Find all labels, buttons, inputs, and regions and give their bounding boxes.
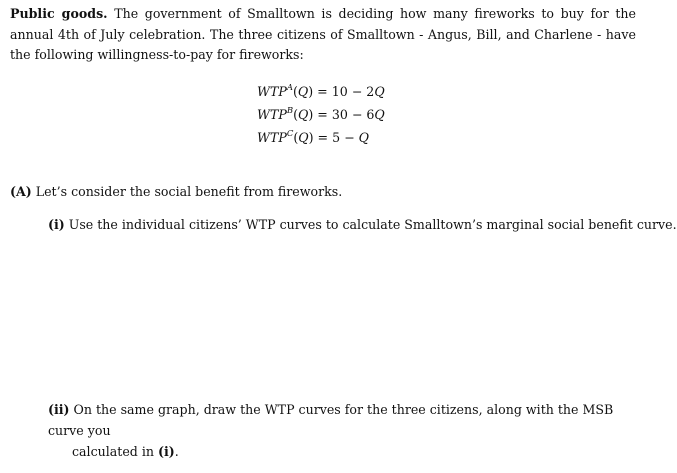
part-a-text: Let’s consider the social benefit from fireworks. [35, 184, 343, 199]
equation-c: $WTP^C(Q) = 5 - Q$ [257, 129, 369, 145]
wtp-equations [257, 80, 385, 149]
part-a-label: (A) [10, 184, 32, 199]
intro-text: The government of Smalltown is deciding how many fireworks to buy for the annual 4th of July celebration. The three citizens of Smalltown - Angus, Bill, and Charlene - have the following willingness-to-pay for fireworks: [10, 6, 636, 62]
sub-ii-label: (ii) [48, 402, 70, 417]
sub-ii-ref: (i) [158, 444, 175, 459]
sub-question-ii: (ii) On the same graph, draw the WTP curves for the three citizens, along with the MSB curve you calculated in (i). [48, 402, 614, 459]
sub-i-label: (i) [48, 217, 65, 232]
equation-b: $WTP^B(Q) = 30 - 6Q$ [257, 106, 385, 122]
sub-ii-text-line2: calculated in [72, 444, 159, 459]
intro-heading: Public goods. [10, 6, 108, 21]
equation-a: $WTP^A(Q) = 10 - 2Q$ [257, 83, 385, 99]
intro-paragraph [10, 4, 636, 66]
part-a-question [10, 182, 342, 202]
sub-i-text: Use the individual citizens’ WTP curves to calculate Smalltown’s marginal social benefit curve. [68, 217, 677, 232]
sub-ii-text-line1: On the same graph, draw the WTP curves for the three citizens, along with the MSB curve you [48, 402, 614, 438]
sub-question-i [48, 214, 677, 235]
